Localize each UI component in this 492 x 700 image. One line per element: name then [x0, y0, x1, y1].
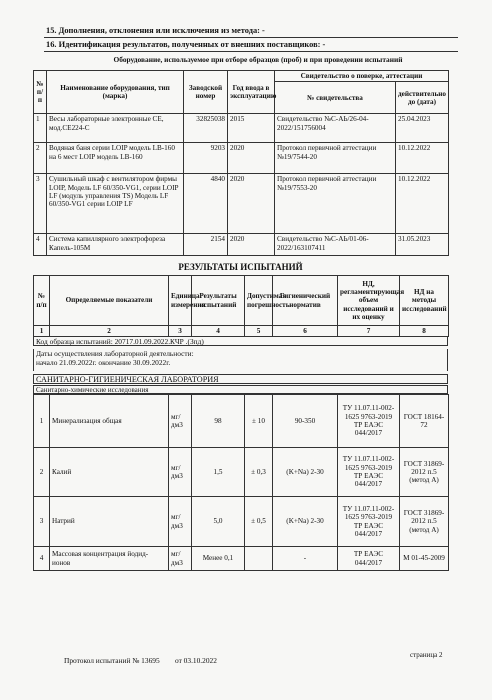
- res-norm: -: [273, 547, 338, 571]
- eq-cert: Протокол первичной аттестации №19/7544-20: [275, 143, 396, 174]
- section-16-rule: [44, 51, 458, 52]
- eq-name: Весы лабораторные электронные CE, мод.CE224-C: [47, 114, 184, 143]
- eq-valid: 10.12.2022: [396, 174, 449, 234]
- res-result: 5,0: [192, 497, 245, 547]
- eq-year: 2020: [228, 174, 275, 234]
- eq-name: Система капиллярного электрофореза Капель-105М: [47, 234, 184, 256]
- table-row: [34, 547, 449, 571]
- eq-num: 4: [34, 234, 47, 256]
- res-header-method: НД на методы исследований: [400, 276, 449, 326]
- res-indicator: Минерализация общая: [50, 395, 169, 448]
- lab-name: САНИТАРНО-ГИГИЕНИЧЕСКАЯ ЛАБОРАТОРИЯ: [33, 374, 448, 384]
- res-method: ГОСТ 18164-72: [400, 395, 449, 448]
- res-header-norm: Гигиенический норматив: [273, 276, 338, 326]
- res-method: М 01-45-2009: [400, 547, 449, 571]
- col-number: 2: [50, 326, 169, 337]
- eq-valid: 31.05.2023: [396, 234, 449, 256]
- col-number: 4: [192, 326, 245, 337]
- eq-name: Водяная баня серии LOIP модель LB-160 на 6 мест LOIP модель LB-160: [47, 143, 184, 174]
- res-error: ± 0,5: [245, 497, 273, 547]
- res-num: 1: [34, 395, 50, 448]
- res-indicator: Массовая концентрация йодид-ионов: [50, 547, 169, 571]
- equipment-table: [33, 70, 449, 256]
- res-num: 2: [34, 448, 50, 497]
- res-unit: мг/дм3: [169, 547, 192, 571]
- eq-header-name: Наименование оборудования, тип (марка): [47, 71, 184, 114]
- col-number: 6: [273, 326, 338, 337]
- res-header-unit: Единица измерения: [169, 276, 192, 326]
- table-row: [34, 114, 449, 143]
- res-indicator: Натрий: [50, 497, 169, 547]
- lab-dates-line1: Даты осуществления лабораторной деятельности:: [36, 349, 194, 358]
- table-row: [34, 448, 449, 497]
- res-method: ГОСТ 31869-2012 п.5 (метод А): [400, 497, 449, 547]
- eq-serial: 4840: [184, 174, 228, 234]
- footer-page: страница 2: [410, 651, 443, 659]
- eq-cert: Протокол первичной аттестации №19/7553-20: [275, 174, 396, 234]
- results-table: [33, 394, 449, 571]
- eq-name: Сушильный шкаф с вентилятором фирмы LOIP, Модель LF 60/350-VG1, серии LOIP LF (модуль управления TS) Модель LF 60/350-VG1 серии LOIP LF: [47, 174, 184, 234]
- res-nd: ТУ 11.07.11-002-1625 9763-2019 ТР ЕАЭС 044/2017: [338, 448, 400, 497]
- res-norm: (K+Na) 2-30: [273, 448, 338, 497]
- lab-dates: [33, 349, 448, 371]
- section-15: 15. Дополнения, отклонения или исключения из метода: -: [46, 26, 265, 35]
- section-16: 16. Идентификация результатов, полученных от внешних поставщиков: -: [46, 40, 326, 49]
- table-row: [34, 497, 449, 547]
- eq-serial: 2154: [184, 234, 228, 256]
- res-unit: мг/дм3: [169, 448, 192, 497]
- eq-valid: 10.12.2022: [396, 143, 449, 174]
- eq-num: 1: [34, 114, 47, 143]
- res-num: 3: [34, 497, 50, 547]
- res-unit: мг/дм3: [169, 395, 192, 448]
- table-row: [34, 143, 449, 174]
- eq-num: 2: [34, 143, 47, 174]
- col-number: 7: [338, 326, 400, 337]
- eq-year: 2015: [228, 114, 275, 143]
- res-result: Менее 0,1: [192, 547, 245, 571]
- eq-serial: 32825038: [184, 114, 228, 143]
- res-error: [245, 547, 273, 571]
- col-number: 5: [245, 326, 273, 337]
- eq-header-cert-group: Свидетельство о поверке, аттестации: [275, 71, 449, 82]
- res-num: 4: [34, 547, 50, 571]
- eq-year: 2020: [228, 234, 275, 256]
- res-nd: ТР ЕАЭС 044/2017: [338, 547, 400, 571]
- footer-date: от 03.10.2022: [175, 656, 217, 665]
- eq-serial: 9203: [184, 143, 228, 174]
- col-number: 1: [34, 326, 50, 337]
- table-row: [34, 395, 449, 448]
- eq-year: 2020: [228, 143, 275, 174]
- res-error: ± 10: [245, 395, 273, 448]
- eq-cert: Свидетельство №С-АЬ/26-04-2022/151756004: [275, 114, 396, 143]
- res-result: 98: [192, 395, 245, 448]
- footer-protocol: Протокол испытаний № 13695: [64, 656, 160, 665]
- section-15-rule: [44, 37, 458, 38]
- eq-valid: 25.04.2023: [396, 114, 449, 143]
- res-nd: ТУ 11.07.11-002-1625 9763-2019 ТР ЕАЭС 044/2017: [338, 395, 400, 448]
- res-nd: ТУ 11.07.11-002-1625 9763-2019 ТР ЕАЭС 044/2017: [338, 497, 400, 547]
- sublab-name: Санитарно-химические исследования: [33, 385, 448, 394]
- lab-dates-line2: начало 21.09.2022г. окончание 30.09.2022г.: [36, 358, 171, 367]
- res-method: ГОСТ 31869-2012 п.5 (метод А): [400, 448, 449, 497]
- col-number: 3: [169, 326, 192, 337]
- res-unit: мг/дм3: [169, 497, 192, 547]
- results-header-table: [33, 275, 449, 337]
- table-row: [34, 234, 449, 256]
- sample-code: Код образца испытаний: 20717.01.09.2022.КЧР .(Зпд): [33, 336, 448, 346]
- col-number: 8: [400, 326, 449, 337]
- res-norm: (K+Na) 2-30: [273, 497, 338, 547]
- eq-header-num: № п/п: [34, 71, 47, 114]
- res-error: ± 0,3: [245, 448, 273, 497]
- res-header-result: Результаты испытаний: [192, 276, 245, 326]
- res-header-error: Допустимая погрешность: [245, 276, 273, 326]
- results-title: РЕЗУЛЬТАТЫ ИСПЫТАНИЙ: [178, 262, 303, 272]
- equipment-caption: Оборудование, используемое при отборе образцов (проб) и при проведении испытаний: [113, 55, 403, 64]
- table-row: [34, 174, 449, 234]
- eq-header-year: Год ввода в эксплуатацию: [228, 71, 275, 114]
- res-header-num: № п/п: [34, 276, 50, 326]
- res-header-nd: НД, регламентирующая объем исследований и их оценку: [338, 276, 400, 326]
- res-indicator: Калий: [50, 448, 169, 497]
- res-norm: 90-350: [273, 395, 338, 448]
- eq-header-valid: действительно до (дата): [396, 82, 449, 114]
- res-result: 1,5: [192, 448, 245, 497]
- eq-header-cert-num: № свидетельства: [275, 82, 396, 114]
- eq-header-serial: Заводской номер: [184, 71, 228, 114]
- res-header-indicator: Определяемые показатели: [50, 276, 169, 326]
- eq-num: 3: [34, 174, 47, 234]
- eq-cert: Свидетельство №С-АЬ/01-06-2022/163107411: [275, 234, 396, 256]
